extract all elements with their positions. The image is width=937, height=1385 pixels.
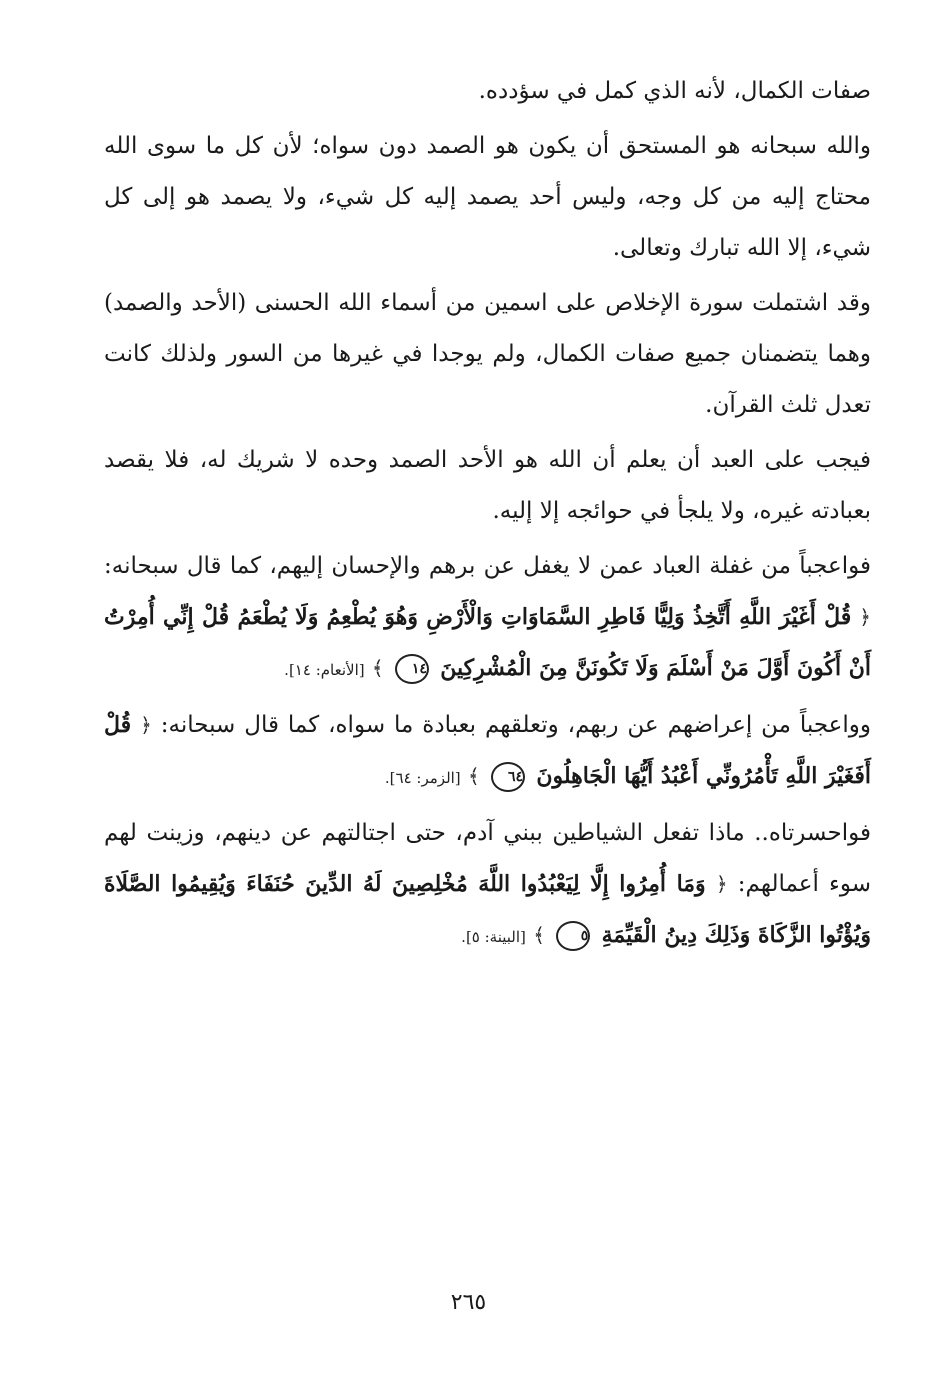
page-number: ٢٦٥ — [450, 1290, 487, 1315]
quran-verse: قُلْ أَغَيْرَ اللَّهِ أَتَّخِذُ وَلِيًّا فَاطِرِ السَّمَاوَاتِ وَالْأَرْضِ وَهُوَ يُطْعِمُ وَلَا يُطْعَمُ قُلْ إِنِّي أُمِرْتُ أَنْ أَكُونَ أَوَّلَ مَنْ أَسْلَمَ وَلَا تَكُونَنَّ مِنَ الْمُشْرِكِينَ — [104, 604, 871, 681]
quran-close-bracket: ﴾ — [467, 764, 480, 788]
paragraph-6 — [104, 700, 871, 804]
quran-verse: وَمَا أُمِرُوا إِلَّا لِيَعْبُدُوا اللَّهَ مُخْلِصِينَ لَهُ الدِّينَ حُنَفَاءَ وَيُقِيمُوا الصَّلَاةَ وَيُؤْتُوا الزَّكَاةَ وَذَلِكَ دِينُ الْقَيِّمَةِ — [104, 871, 871, 948]
quran-close-bracket: ﴾ — [371, 656, 384, 680]
paragraph-5 — [104, 541, 871, 696]
verse-reference: [الزمر: ٦٤]. — [384, 769, 461, 787]
quran-close-bracket: ﴾ — [533, 923, 545, 947]
paragraph-3 — [104, 278, 871, 431]
paragraph-6-intro: وواعجباً من إعراضهم عن ربهم، وتعلقهم بعبادة ما سواه، كما قال سبحانه: — [160, 712, 872, 738]
quran-open-bracket: ﴿ — [140, 713, 152, 737]
paragraph-5-intro: فواعجباً من غفلة العباد عمن لا يغفل عن برهم والإحسان إليهم، كما قال سبحانه: — [104, 553, 871, 579]
ayah-number-badge: ٥ — [556, 921, 590, 951]
ayah-number-badge: ٦٤ — [491, 762, 525, 792]
verse-reference: [البينة: ٥]. — [461, 928, 526, 946]
quran-open-bracket: ﴿ — [859, 605, 871, 629]
paragraph-1-text: صفات الكمال، لأنه الذي كمل في سؤدده. — [478, 78, 871, 104]
paragraph-3-text: وقد اشتملت سورة الإخلاص على اسمين من أسماء الله الحسنى (الأحد والصمد) وهما يتضمنان جميع صفات الكمال، ولم يوجدا في غيرها من السور ولذلك كانت تعدل ثلث القرآن. — [104, 290, 871, 418]
paragraph-7 — [104, 808, 871, 963]
quran-open-bracket: ﴿ — [715, 872, 728, 896]
paragraph-2-text: والله سبحانه هو المستحق أن يكون هو الصمد دون سواه؛ لأن كل ما سوى الله محتاج إليه من كل وجه، وليس أحد يصمد إليه كل شيء، ولا يصمد هو إلى كل شيء، إلا الله تبارك وتعالى. — [104, 133, 871, 261]
paragraph-4 — [104, 435, 871, 537]
paragraph-2 — [104, 121, 871, 274]
paragraph-4-text: فيجب على العبد أن يعلم أن الله هو الأحد الصمد وحده لا شريك له، فلا يقصد بعبادته غيره، ولا يلجأ في حوائجه إلا إليه. — [104, 447, 871, 524]
quran-verse: قُلْ أَفَغَيْرَ اللَّهِ تَأْمُرُونِّي أَعْبُدُ أَيُّهَا الْجَاهِلُونَ — [104, 712, 871, 789]
verse-reference: [الأنعام: ١٤]. — [284, 661, 365, 679]
paragraph-1 — [104, 66, 871, 117]
paragraph-7-intro: فواحسرتاه.. ماذا تفعل الشياطين ببني آدم، حتى اجتالتهم عن دينهم، وزينت لهم سوء أعمالهم: — [104, 820, 872, 897]
ayah-number-badge: ١٤ — [395, 654, 429, 684]
